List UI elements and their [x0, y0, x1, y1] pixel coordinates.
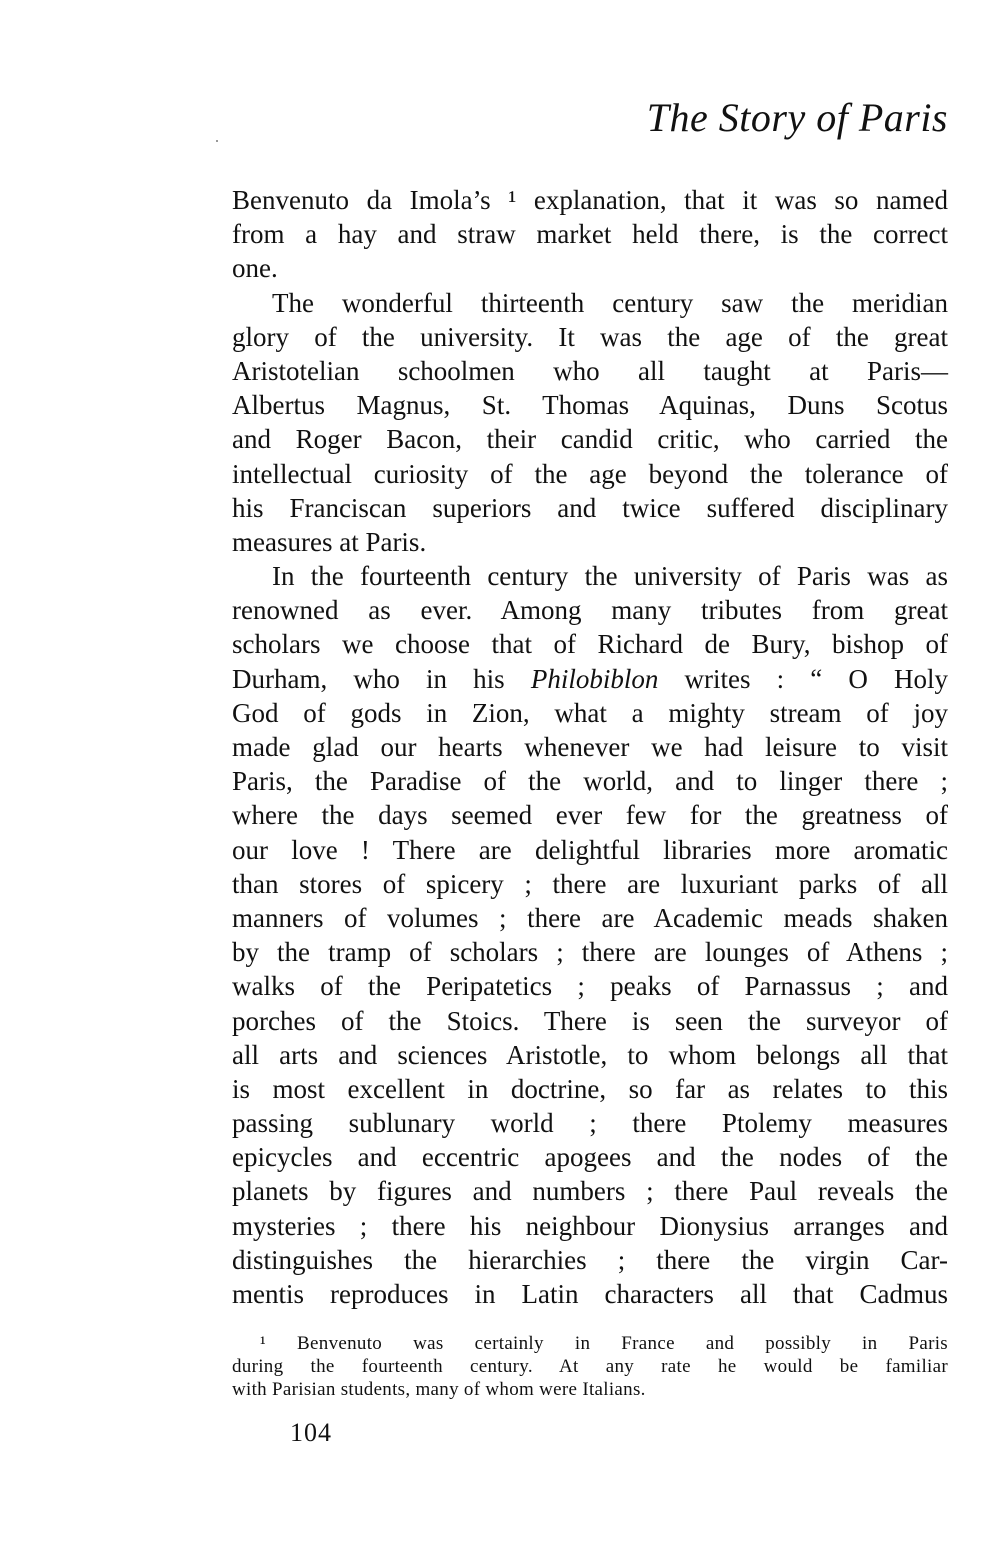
- text-line: planets by figures and numbers ; there Paul reveals the: [232, 1176, 948, 1207]
- scan-speck: [216, 140, 218, 142]
- text-line: our love ! There are delightful libraries more aromatic: [232, 834, 948, 865]
- footnote-line: during the fourteenth century. At any rate he would be familiar: [232, 1356, 948, 1377]
- text-line: manners of volumes ; there are Academic meads shaken: [232, 902, 948, 933]
- text-line: porches of the Stoics. There is seen the surveyor of: [232, 1005, 948, 1036]
- text-line: Benvenuto da Imola’s ¹ explanation, that it was so named: [232, 185, 948, 215]
- text-line: where the days seemed ever few for the greatness of: [232, 800, 948, 831]
- text-line: than stores of spicery ; there are luxuriant parks of all: [232, 868, 948, 899]
- text-line: measures at Paris.: [232, 526, 427, 557]
- text-line: by the tramp of scholars ; there are lounges of Athens ;: [232, 937, 948, 968]
- text-line: walks of the Peripatetics ; peaks of Parnassus ; and: [232, 971, 948, 1002]
- text-line: is most excellent in doctrine, so far as relates to this: [232, 1073, 948, 1104]
- body-text: [232, 183, 948, 1311]
- text-line: all arts and sciences Aristotle, to whom belongs all that: [232, 1039, 948, 1070]
- text-line: passing sublunary world ; there Ptolemy measures: [232, 1108, 948, 1139]
- text-line: mysteries ; there his neighbour Dionysius arranges and: [232, 1210, 948, 1241]
- text-line: one.: [232, 253, 278, 284]
- footnote: [232, 1332, 948, 1401]
- running-title: The Story of Paris: [646, 95, 948, 140]
- text-line: Paris, the Paradise of the world, and to linger there ;: [232, 766, 948, 797]
- text-line: In the fourteenth century the university of Paris was as: [272, 561, 948, 592]
- text-line: distinguishes the hierarchies ; there the virgin Car-: [232, 1244, 948, 1275]
- text-line: and Roger Bacon, their candid critic, who carried the: [232, 424, 948, 455]
- text-line: intellectual curiosity of the age beyond the tolerance of: [232, 458, 948, 489]
- text-line: his Franciscan superiors and twice suffered disciplinary: [232, 492, 948, 523]
- text-line: mentis reproduces in Latin characters all that Cadmus: [232, 1279, 948, 1309]
- text-segment: writes : “ O Holy: [684, 663, 949, 694]
- text-line: glory of the university. It was the age of the great: [232, 321, 948, 352]
- text-line: renowned as ever. Among many tributes from great: [232, 595, 948, 626]
- footnote-line: ¹ Benvenuto was certainly in France and possibly in Paris: [260, 1333, 948, 1354]
- text-line: epicycles and eccentric apogees and the nodes of the: [232, 1142, 948, 1173]
- text-line: made glad our hearts whenever we had leisure to visit: [232, 732, 948, 762]
- text-line: from a hay and straw market held there, is the correct: [232, 219, 948, 250]
- text-line: God of gods in Zion, what a mighty stream of joy: [232, 697, 948, 728]
- text-segment: Durham, who in his: [232, 663, 505, 694]
- text-line: [232, 662, 948, 696]
- text-line: The wonderful thirteenth century saw the meridian: [272, 287, 948, 318]
- book-title: Philobiblon: [530, 663, 659, 694]
- text-line: scholars we choose that of Richard de Bury, bishop of: [232, 629, 948, 660]
- footnote-line: with Parisian students, many of whom were Italians.: [232, 1379, 646, 1400]
- page-number: 104: [290, 1418, 332, 1447]
- text-line: Albertus Magnus, St. Thomas Aquinas, Duns Scotus: [232, 390, 948, 421]
- text-line: Aristotelian schoolmen who all taught at Paris—: [232, 355, 948, 386]
